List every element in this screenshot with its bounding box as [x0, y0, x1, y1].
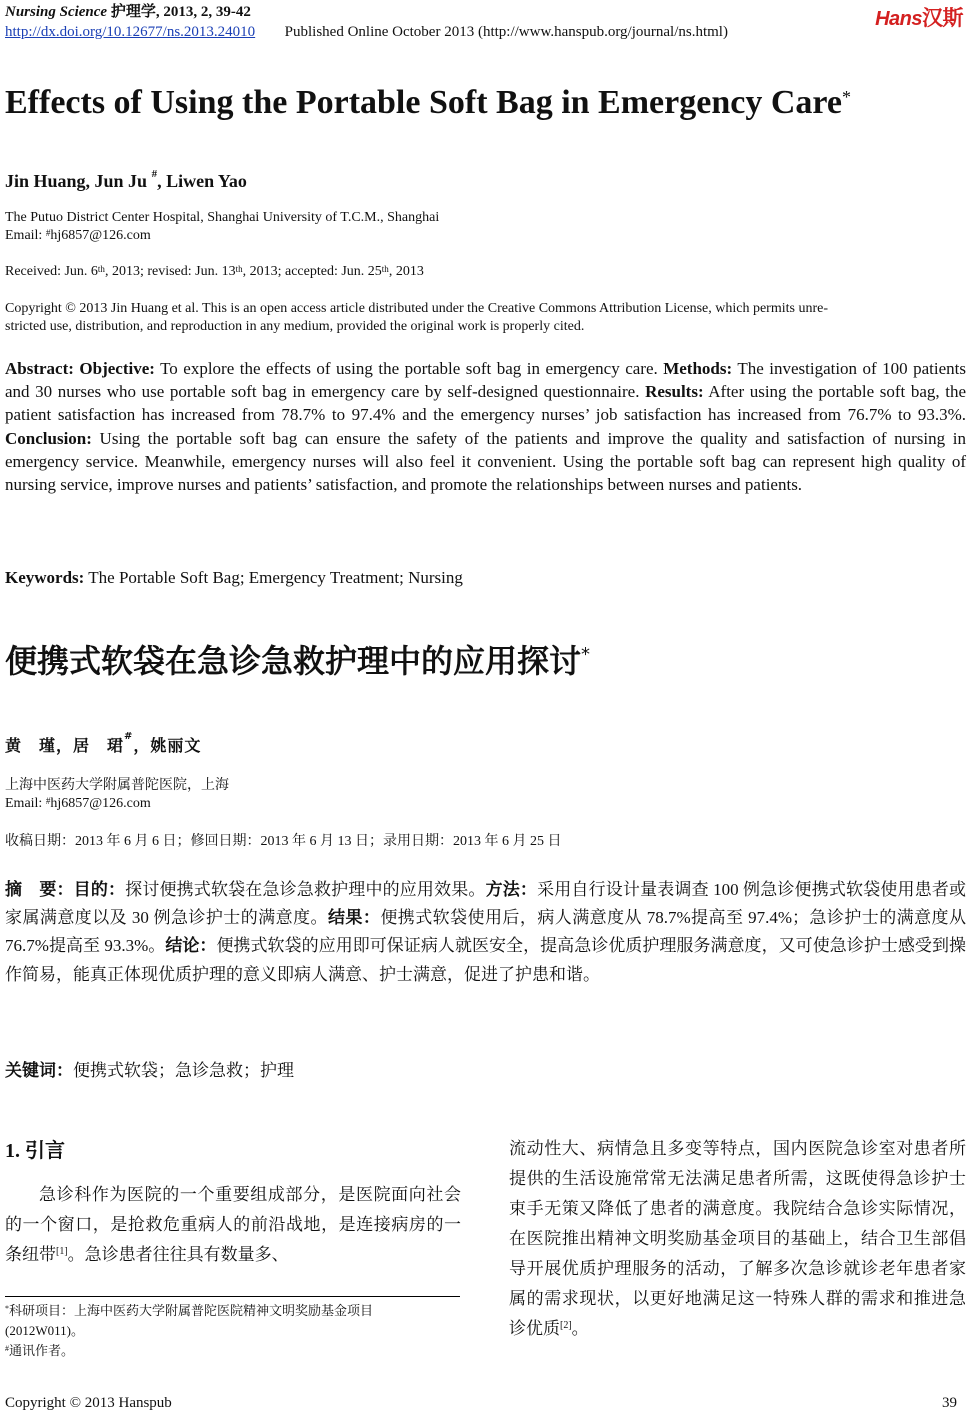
- conclusion-label: Conclusion:: [5, 428, 92, 448]
- page-number: 39: [942, 1395, 957, 1411]
- affiliation: The Putuo District Center Hospital, Shanghai University of T.C.M., Shanghai: [5, 210, 440, 225]
- copyright-line-2: stricted use, distribution, and reproduction in any medium, provided the original work is properly cited.: [5, 319, 585, 334]
- methods-label: Methods:: [663, 359, 733, 378]
- footnote-1-mark: *: [5, 1304, 9, 1313]
- results-label: Results:: [645, 382, 704, 402]
- cn-title-text: 便携式软袋在急诊急救护理中的应用探讨: [5, 642, 582, 680]
- keywords-label: Keywords:: [5, 568, 85, 587]
- footnote-2: [5, 1341, 74, 1361]
- logo-text: Hans: [875, 8, 922, 30]
- email-mark: #: [45, 228, 51, 238]
- keywords-en: [5, 566, 463, 589]
- cn-methods-text: 采用自行设计量表调查 100 例急诊便携式软袋使用患者或家属满意度以及 30 例急诊护士的满意度。: [5, 880, 967, 928]
- conclusion-text: Using the portable soft bag can ensure the safety of the patients and improve the quality and satisfaction of nursing in emergency service. Meanwhile, emergency nurses will also feel it convenient. Using the portable soft bag can represent high quality of nursing service, improve nurses and patients’ satisfaction, and promote the relationships between nurses and patients.: [5, 428, 966, 495]
- email-address[interactable]: hj6857@126.com: [50, 228, 151, 243]
- copyright-line-1: Copyright © 2013 Jin Huang et al. This is an open access article distributed under the Creative Commons Attribution License, which permits unre-: [5, 301, 828, 316]
- dates-line: [5, 262, 424, 281]
- accepted-year: , 2013: [388, 264, 424, 279]
- logo-cn-text: 汉斯: [922, 7, 963, 30]
- section-title: 引言: [25, 1138, 65, 1162]
- footnote-1-cont: (2012W011)。: [5, 1323, 84, 1338]
- abstract-cn: [5, 876, 966, 988]
- author-secondary: , Liwen Yao: [157, 171, 247, 191]
- cn-author-list: [5, 733, 201, 756]
- cn-methods-label: 方法：: [485, 880, 538, 900]
- cn-corresponding-mark: #: [124, 731, 134, 742]
- cn-email-address[interactable]: hj6857@126.com: [50, 796, 151, 811]
- results-text: After using the portable soft bag, the patient satisfaction has increased from 78.7% to 97.4% and the emergency nurses’ job satisfaction has increased from 76.7% to 93.3%.: [5, 382, 966, 425]
- corresponding-mark: #: [151, 168, 158, 180]
- right-column-text: 流动性大、病情急且多变等特点，国内医院急诊室对患者所提供的生活设施常常无法满足患者所需，这既使得急诊护士束手无策又降低了患者的满意度。我院结合急诊实际情况，在医院推出精神文明奖励基金项目的基础上，结合卫生部倡导开展优质护理服务的活动，了解多次急诊就诊老年患者家属的需求现状，以更好地满足这一特殊人群的需求和推进急诊优质: [509, 1139, 966, 1338]
- journal-header: [5, 2, 251, 21]
- received-date: Received: Jun. 6: [5, 264, 98, 279]
- author-list: [5, 168, 247, 192]
- doi-link[interactable]: http://dx.doi.org/10.12677/ns.2013.24010: [5, 24, 256, 40]
- published-info: Published Online October 2013 (http://www.hanspub.org/journal/ns.html): [284, 24, 728, 40]
- left-column-text-end: 。急诊患者往往具有数量多、: [67, 1245, 289, 1264]
- citation-2[interactable]: [2]: [560, 1320, 572, 1331]
- paper-title-text: Effects of Using the Portable Soft Bag in Emergency Care: [5, 84, 842, 121]
- footnote-divider: [5, 1296, 460, 1297]
- methods-text: The investigation of 100 patients and 30 nurses who use portable soft bag in emergency care by self-designed questionnaire.: [5, 359, 967, 402]
- email-line: [5, 226, 151, 245]
- cn-conclusion-text: 便携式软袋的应用即可保证病人就医安全，提高急诊优质护理服务满意度，又可使急诊护士感受到操作简易，能真正体现优质护理的意义即病人满意、护士满意，促进了护患和谐。: [5, 936, 966, 984]
- objective-text: To explore the effects of using the portable soft bag in emergency care.: [154, 359, 664, 378]
- journal-cn-name: 护理学: [110, 2, 156, 20]
- journal-name: Nursing Science: [5, 4, 108, 20]
- cn-results-label: 结果：: [327, 908, 381, 929]
- footnote-1: [5, 1301, 373, 1321]
- cn-results-text: 便携式软袋使用后，病人满意度从 78.7%提高至 97.4%；急诊护士的满意度从 76.7%提高至 93.3%。: [5, 908, 967, 956]
- cn-email-mark: #: [45, 796, 51, 806]
- doi-line: [5, 23, 728, 41]
- hans-logo: [875, 2, 963, 32]
- cn-abstract-label: 摘 要：: [5, 880, 74, 900]
- received-sup: th: [97, 264, 105, 274]
- objective-label: Objective:: [79, 359, 155, 378]
- cn-paper-title: [5, 640, 590, 682]
- cn-email-label: Email:: [5, 796, 46, 811]
- cn-conclusion-label: 结论：: [165, 936, 217, 957]
- footer-copyright: Copyright © 2013 Hanspub: [5, 1395, 172, 1411]
- cn-objective-label: 目的：: [73, 880, 126, 900]
- cn-authors-a: 黄 瑾，居 珺: [5, 736, 125, 755]
- section-1-right-column: [509, 1134, 966, 1344]
- revised-sup: th: [235, 264, 243, 274]
- author-primary: Jin Huang, Jun Ju: [5, 171, 152, 191]
- cn-email-line: [5, 794, 151, 813]
- cn-authors-b: ，姚丽文: [133, 736, 202, 755]
- footnote-1-text: 科研项目：上海中医药大学附属普陀医院精神文明奖励基金项目: [9, 1303, 374, 1318]
- paper-title: [5, 82, 851, 124]
- left-column-text: 急诊科作为医院的一个重要组成部分，是医院面向社会的一个窗口，是抢救危重病人的前沿战地，是连接病房的一条纽带: [5, 1185, 461, 1264]
- cn-keywords-label: 关键词：: [5, 1061, 73, 1081]
- cn-objective-text: 探讨便携式软袋在急诊急救护理中的应用效果。: [125, 880, 486, 899]
- right-column-text-end: 。: [571, 1319, 589, 1338]
- footnote-2-text: 通讯作者。: [9, 1343, 75, 1358]
- title-footnote-marker: *: [841, 87, 851, 107]
- section-1-left-column: [5, 1180, 461, 1270]
- cn-dates-line: 收稿日期：2013 年 6 月 6 日；修回日期：2013 年 6 月 13 日；录用日期：2013 年 6 月 25 日: [5, 834, 562, 849]
- section-1-heading: [5, 1134, 65, 1163]
- cn-affiliation: 上海中医药大学附属普陀医院，上海: [5, 778, 229, 793]
- accepted-sup: th: [381, 264, 389, 274]
- keywords-text: The Portable Soft Bag; Emergency Treatment; Nursing: [84, 568, 463, 587]
- accepted-date: , 2013; accepted: Jun. 25: [242, 264, 382, 279]
- cn-keywords-text: 便携式软袋；急诊急救；护理: [73, 1061, 294, 1080]
- journal-issue: , 2013, 2, 39-42: [155, 4, 251, 20]
- abstract-en: [5, 357, 966, 496]
- cn-title-marker: *: [581, 644, 591, 665]
- footnote-2-mark: #: [5, 1344, 9, 1353]
- section-number: 1.: [5, 1140, 25, 1162]
- email-label: Email:: [5, 228, 46, 243]
- keywords-cn: [5, 1057, 294, 1085]
- revised-date: , 2013; revised: Jun. 13: [104, 264, 236, 279]
- citation-1[interactable]: [1]: [56, 1246, 68, 1257]
- abstract-label: Abstract:: [5, 359, 74, 378]
